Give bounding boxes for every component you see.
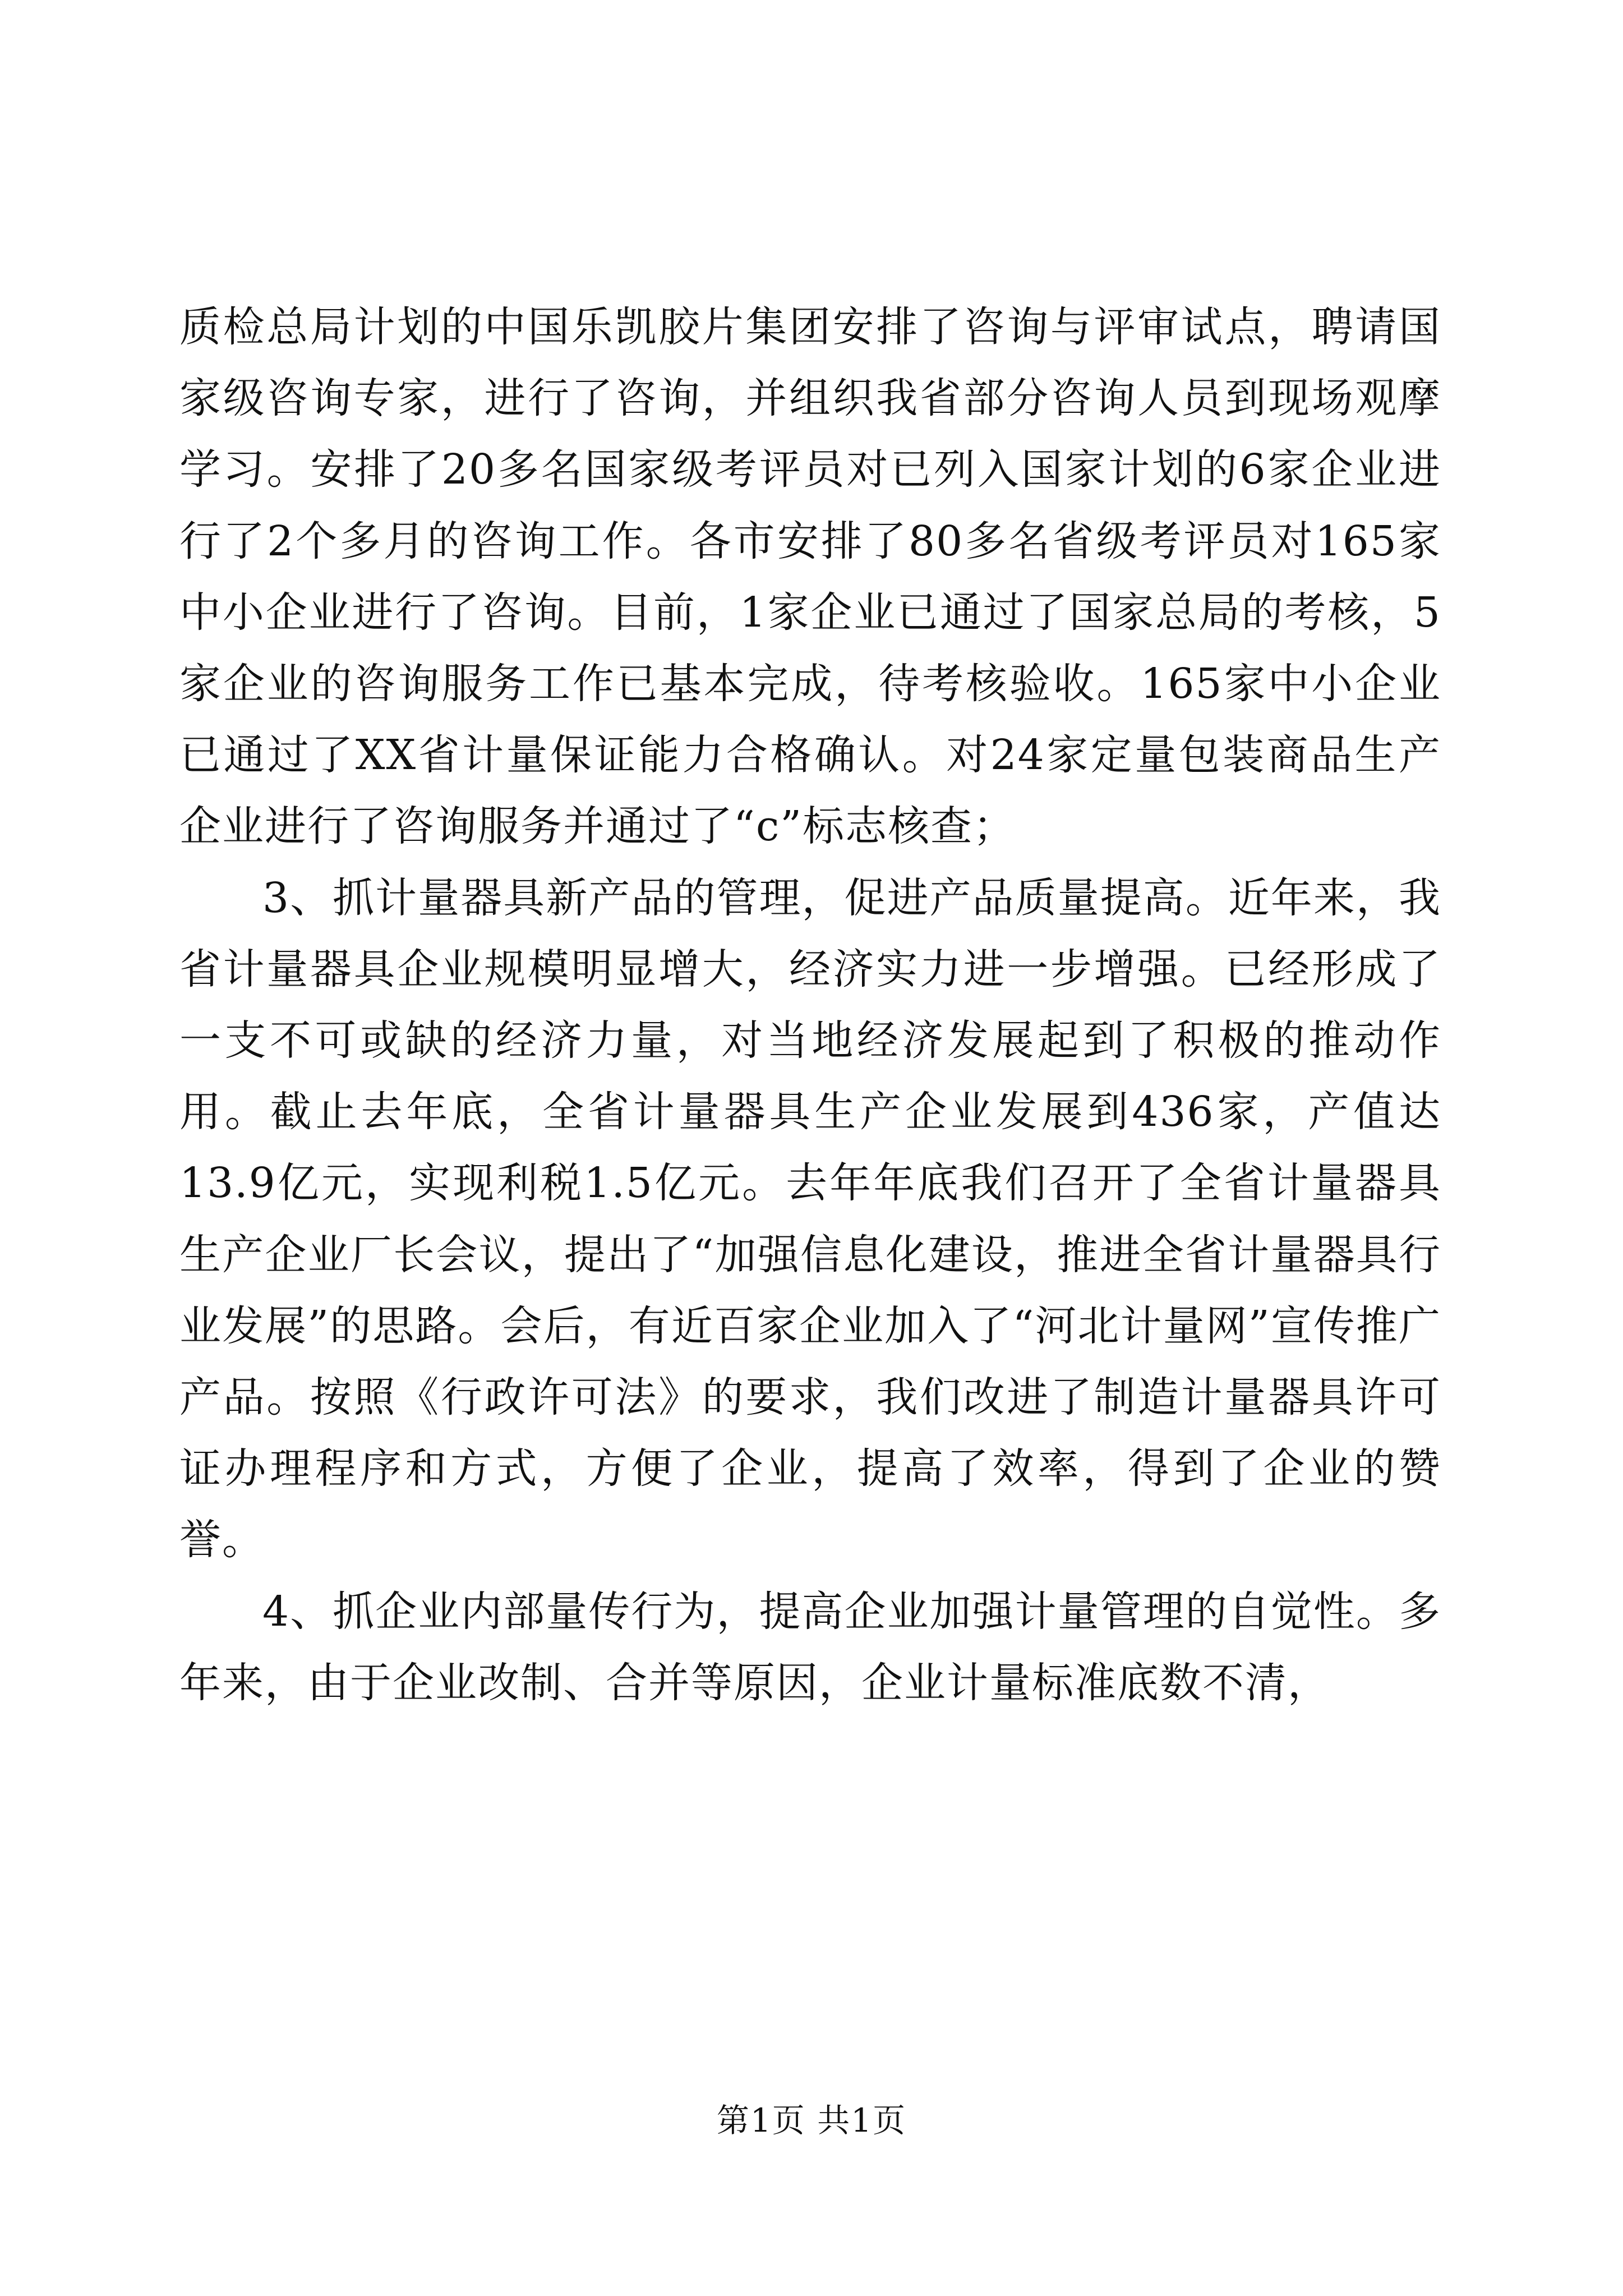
page-footer: 第1页 共1页 (716, 2101, 907, 2139)
paragraph-continued: 质检总局计划的中国乐凯胶片集团安排了咨询与评审试点，聘请国家级咨询专家，进行了咨询，并组织我省部分咨询人员到现场观摩学习。安排了20多名国家级考评员对已列入国家计划的6家企业进行了2个多月的咨询工作。各市安排了80多名省级考评员对165家中小企业进行了咨询。目前，1家企业已通过了国家总局的考核，5家企业的咨询服务工作已基本完成，待考核验收。165家中小企业已通过了XX省计量保证能力合格确认。对24家定量包装商品生产企业进行了咨询服务并通过了“c”标志核查； (179, 303, 1441, 851)
paragraph-item-4: 4、抓企业内部量传行为，提高企业加强计量管理的自觉性。多年来，由于企业改制、合并等原因，企业计量标准底数不清， (179, 1587, 1441, 1707)
paragraph-item-3: 3、抓计量器具新产品的管理，促进产品质量提高。近年来，我省计量器具企业规模明显增大，经济实力进一步增强。已经形成了一支不可或缺的经济力量，对当地经济发展起到了积极的推动作用。截止去年底，全省计量器具生产企业发展到436家，产值达13.9亿元，实现利税1.5亿元。去年年底我们召开了全省计量器具生产企业厂长会议，提出了“加强信息化建设，推进全省计量器具行业发展”的思路。会后，有近百家企业加入了“河北计量网”宣传推广产品。按照《行政许可法》的要求，我们改进了制造计量器具许可证办理程序和方式，方便了企业，提高了效率，得到了企业的赞誉。 (179, 873, 1441, 1565)
document-body (179, 292, 1441, 1719)
